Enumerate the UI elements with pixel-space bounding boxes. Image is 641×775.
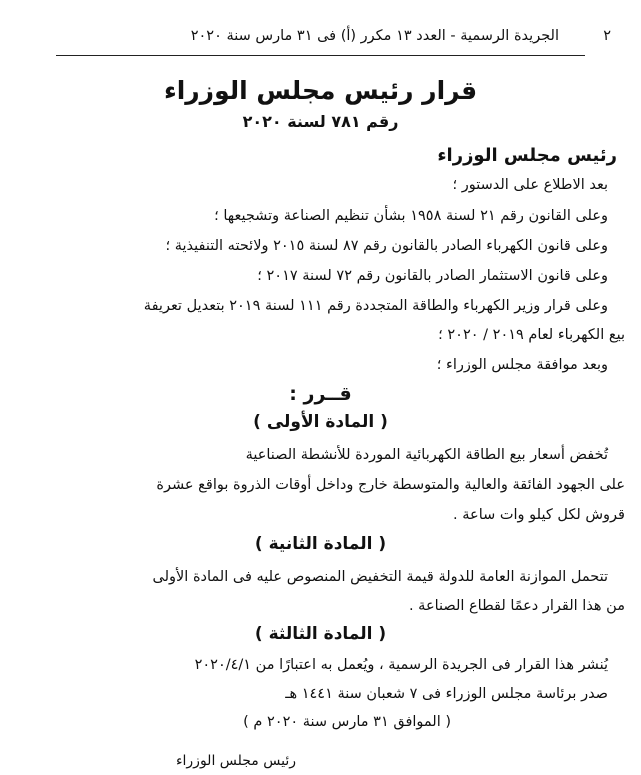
preamble-line: وبعد موافقة مجلس الوزراء ؛ [436,357,608,373]
signature-title: رئيس مجلس الوزراء [175,753,296,769]
issued-date: صدر برئاسة مجلس الوزراء فى ٧ شعبان سنة ١٤٤١ هـ [285,686,608,702]
preamble-line: وعلى قانون الكهرباء الصادر بالقانون رقم ٨٧ لسنة ٢٠١٥ ولائحته التنفيذية ؛ [165,238,608,254]
article-heading: ( المادة الثالثة ) [254,624,387,644]
issuer-heading: رئيس مجلس الوزراء [437,145,617,166]
gregorian-date: ( الموافق ٣١ مارس سنة ٢٠٢٠ م ) [243,714,451,730]
preamble-line: وعلى قرار وزير الكهرباء والطاقة المتجددة رقم ١١١ لسنة ٢٠١٩ بتعديل تعريفة [143,298,608,314]
article-line: على الجهود الفائقة والعالية والمتوسطة خارج وداخل أوقات الذروة بواقع عشرة [156,477,625,493]
article-line: يُنشر هذا القرار فى الجريدة الرسمية ، ويُعمل به اعتبارًا من ٢٠٢٠/٤/١ [194,657,608,673]
article-line: تتحمل الموازنة العامة للدولة قيمة التخفيض المنصوص عليه فى المادة الأولى [152,569,608,585]
article-heading: ( المادة الأولى ) [253,412,388,432]
article-heading: ( المادة الثانية ) [254,534,387,554]
preamble-line: وعلى قانون الاستثمار الصادر بالقانون رقم ٧٢ لسنة ٢٠١٧ ؛ [257,268,608,284]
header-divider [56,55,585,56]
decree-number: رقم ٧٨١ لسنة ٢٠٢٠ [242,112,399,131]
preamble-line: وعلى القانون رقم ٢١ لسنة ١٩٥٨ بشأن تنظيم الصناعة وتشجيعها ؛ [214,208,608,224]
preamble-line: بعد الاطلاع على الدستور ؛ [452,177,608,193]
preamble-line: بيع الكهرباء لعام ٢٠١٩ / ٢٠٢٠ ؛ [438,327,625,343]
gazette-header: الجريدة الرسمية - العدد ١٣ مكرر (أ) فى ٣١ مارس سنة ٢٠٢٠ [190,28,559,44]
article-line: من هذا القرار دعمًا لقطاع الصناعة . [408,598,625,614]
decided-heading: قــرر : [289,383,352,405]
page-number: ٢ [603,28,611,44]
article-line: تُخفض أسعار بيع الطاقة الكهربائية الموردة للأنشطة الصناعية [245,447,608,463]
decree-title: قرار رئيس مجلس الوزراء [163,76,478,105]
article-line: قروش لكل كيلو وات ساعة . [453,507,625,523]
